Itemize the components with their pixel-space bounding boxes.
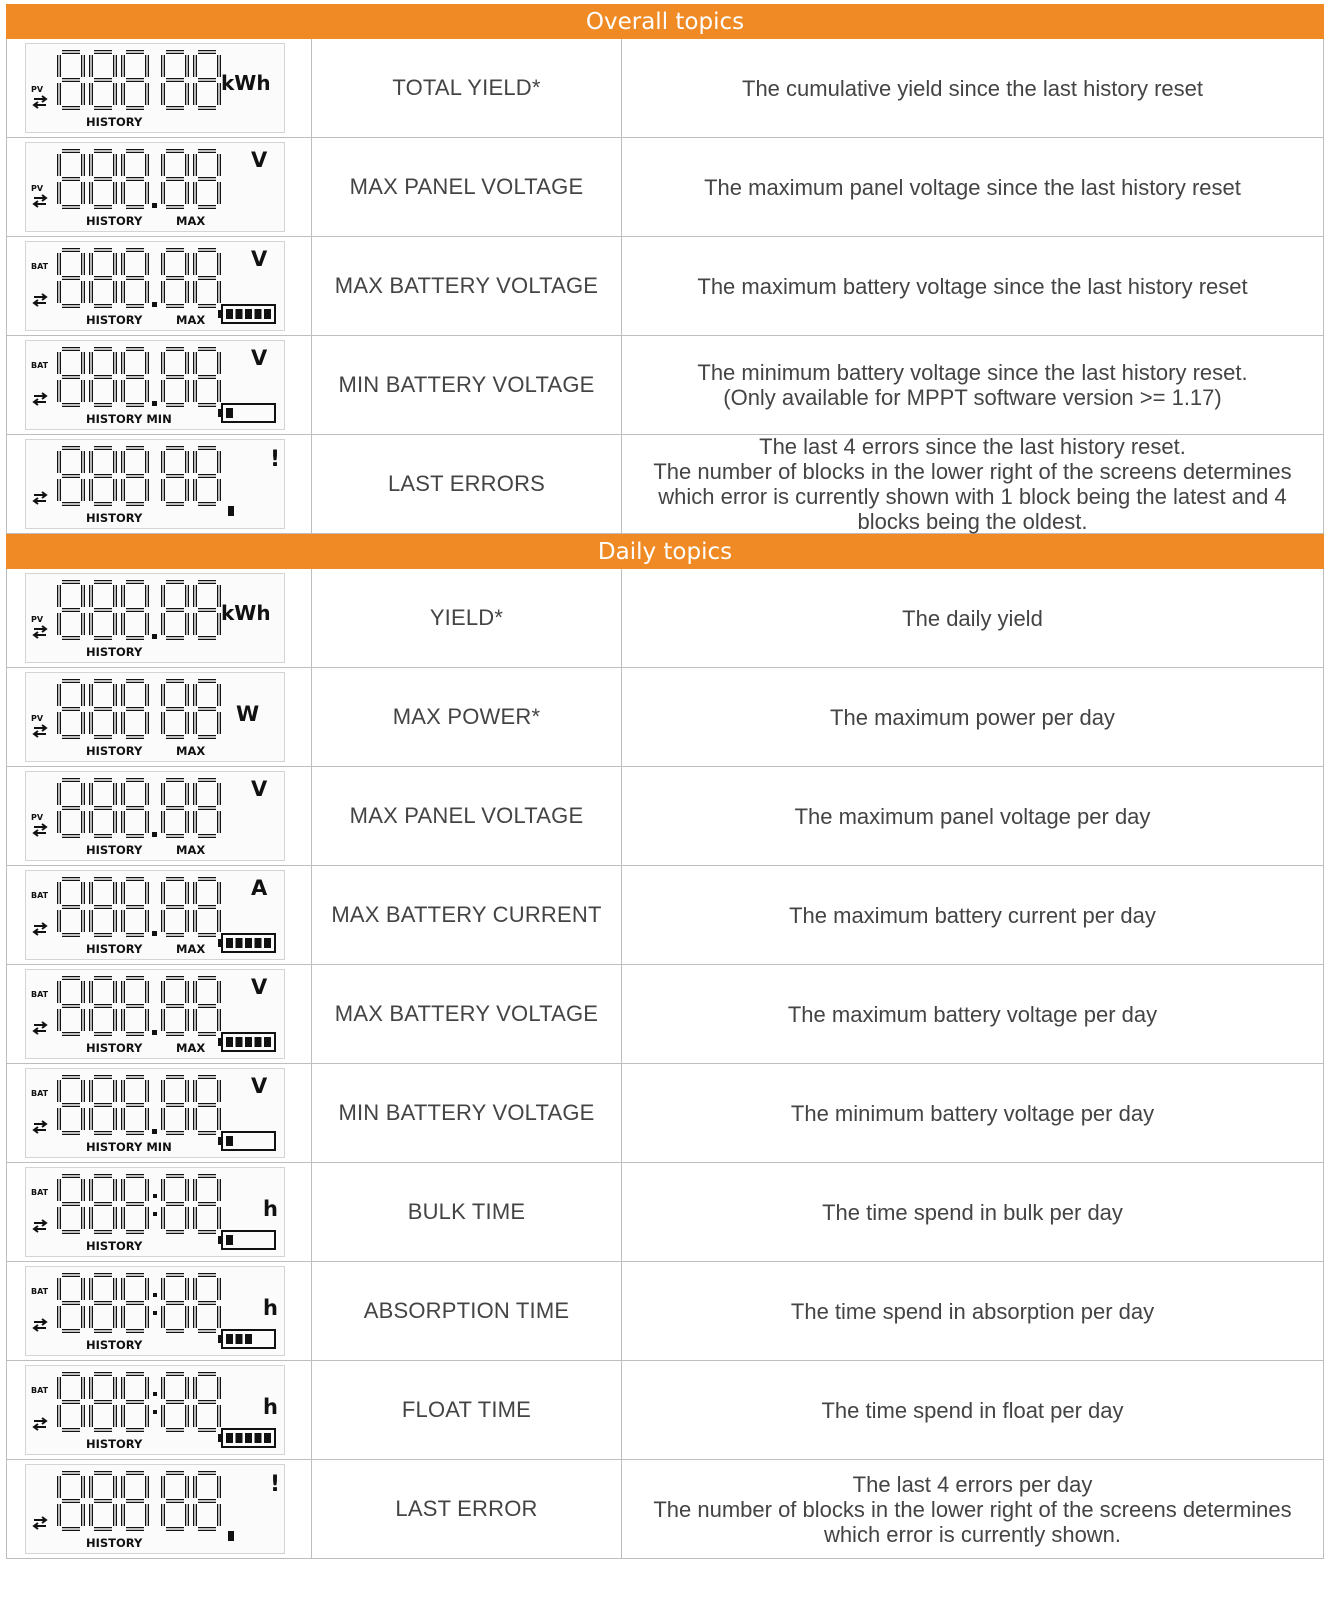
lcd-mode-label: HISTORY [86,942,143,956]
topic-description [622,866,1323,964]
transfer-arrows-icon [34,96,46,108]
table-row [6,1064,1324,1163]
description-line: blocks being the oldest. [857,509,1088,534]
lcd-mode-label: HISTORY [86,1536,143,1550]
lcd-display-icon [26,1465,284,1553]
transfer-arrows-icon [34,626,46,638]
lcd-unit-label: ! [270,1472,281,1497]
lcd-display-icon [26,574,284,662]
topic-description [622,1064,1323,1162]
description-line: The maximum panel voltage since the last history reset [704,174,1241,200]
battery-level-icon [218,1330,275,1348]
lcd-mode-label: HISTORY [86,1041,143,1055]
lcd-cell [7,336,312,434]
lcd-cell [7,1460,312,1558]
lcd-mode-label: MAX [176,843,206,857]
lcd-mode-label: MAX [176,313,206,327]
lcd-unit-label: V [251,346,268,370]
lcd-unit-label: V [251,777,268,801]
topic-description [622,39,1323,137]
lcd-cell [7,1163,312,1261]
description-line: The maximum battery voltage since the last history reset [697,273,1248,299]
lcd-source-label: BAT [31,1089,49,1098]
table-row [6,138,1324,237]
battery-level-icon [218,1231,275,1249]
transfer-arrows-icon [34,393,46,405]
transfer-arrows-icon [34,1121,46,1133]
battery-level-icon [218,404,275,422]
lcd-mode-label: HISTORY [86,645,143,659]
lcd-cell [7,1262,312,1360]
transfer-arrows-icon [34,1319,46,1331]
lcd-display-icon [26,440,284,528]
lcd-source-label: BAT [31,990,49,999]
lcd-mode-label: HISTORY [86,744,143,758]
description-line: The cumulative yield since the last history reset [742,75,1203,101]
lcd-unit-label: A [251,876,268,900]
lcd-display-icon [26,341,284,429]
lcd-screen [25,142,285,232]
lcd-source-label: BAT [31,1287,49,1296]
description-line: The last 4 errors since the last history reset. [759,434,1186,459]
table-row [6,39,1324,138]
lcd-cell [7,965,312,1063]
lcd-screen [25,771,285,861]
description-line: The daily yield [902,605,1043,631]
transfer-arrows-icon [34,1220,46,1232]
topic-name: MIN BATTERY VOLTAGE [312,336,622,434]
transfer-arrows-icon [34,195,46,207]
lcd-display-icon [26,143,284,231]
lcd-mode-label: MAX [176,744,206,758]
topic-name: MAX BATTERY VOLTAGE [312,237,622,335]
topic-name: ABSORPTION TIME [312,1262,622,1360]
lcd-unit-label: kWh [221,601,271,625]
transfer-arrows-icon [34,725,46,737]
section-header: Overall topics [6,4,1324,39]
lcd-cell [7,569,312,667]
lcd-screen [25,1266,285,1356]
lcd-display-icon [26,1168,284,1256]
topic-description [622,1262,1323,1360]
transfer-arrows-icon [34,824,46,836]
description-line: The maximum panel voltage per day [794,803,1151,829]
table-row [6,767,1324,866]
lcd-mode-label: MAX [176,214,206,228]
battery-level-icon [218,305,275,323]
description-line: which error is currently shown. [823,1521,1122,1547]
lcd-source-label: PV [31,85,44,94]
topic-name: MAX BATTERY VOLTAGE [312,965,622,1063]
description-line: which error is currently shown with 1 block being the latest and 4 [658,484,1287,509]
lcd-screen [25,1464,285,1554]
lcd-unit-label: V [251,1074,268,1098]
lcd-unit-label: V [251,975,268,999]
description-line: The minimum battery voltage since the last history reset. [697,360,1248,385]
lcd-display-icon [26,1069,284,1157]
lcd-unit-label: V [251,148,268,172]
lcd-cell [7,1064,312,1162]
lcd-unit-label: h [263,1197,278,1221]
lcd-cell [7,138,312,236]
lcd-display-icon [26,242,284,330]
topic-name: MAX BATTERY CURRENT [312,866,622,964]
table-row [6,569,1324,668]
topic-name: MAX PANEL VOLTAGE [312,138,622,236]
topic-description [622,237,1323,335]
topic-description [622,965,1323,1063]
lcd-source-label: PV [31,714,44,723]
lcd-screen [25,672,285,762]
lcd-screen [25,241,285,331]
transfer-arrows-icon [34,1517,46,1529]
topic-name: LAST ERROR [312,1460,622,1558]
battery-level-icon [218,1132,275,1150]
description-line: The time spend in absorption per day [790,1298,1155,1324]
lcd-screen [25,1167,285,1257]
topic-description [622,1460,1323,1558]
topic-description [622,435,1323,533]
lcd-source-label: BAT [31,1386,49,1395]
transfer-arrows-icon [34,1022,46,1034]
table-row [6,668,1324,767]
lcd-display-icon [26,44,284,132]
topic-name: FLOAT TIME [312,1361,622,1459]
description-line: The number of blocks in the lower right of the screens determines [653,1496,1292,1522]
lcd-source-label: BAT [31,891,49,900]
topic-name: MIN BATTERY VOLTAGE [312,1064,622,1162]
lcd-source-label: PV [31,813,44,822]
lcd-mode-label: HISTORY [86,115,143,129]
lcd-display-icon [26,1267,284,1355]
section-header: Daily topics [6,534,1324,569]
topic-description [622,1361,1323,1459]
table-row [6,965,1324,1064]
lcd-cell [7,39,312,137]
lcd-source-label: BAT [31,1188,49,1197]
table-row [6,1361,1324,1460]
topic-name: BULK TIME [312,1163,622,1261]
lcd-source-label: BAT [31,361,49,370]
lcd-source-label: PV [31,615,44,624]
lcd-mode-label: MAX [176,1041,206,1055]
lcd-display-icon [26,970,284,1058]
description-line: The minimum battery voltage per day [790,1100,1155,1126]
topic-name: MAX POWER* [312,668,622,766]
battery-level-icon [218,934,275,952]
lcd-display-icon [26,673,284,761]
transfer-arrows-icon [34,492,46,504]
topic-name: TOTAL YIELD* [312,39,622,137]
lcd-mode-label: HISTORY [86,843,143,857]
topic-description [622,668,1323,766]
description-line: The maximum power per day [830,704,1115,730]
table-row [6,1262,1324,1361]
lcd-display-icon [26,871,284,959]
lcd-mode-label: MAX [176,942,206,956]
lcd-mode-label: HISTORY [86,1437,143,1451]
lcd-display-icon [26,772,284,860]
lcd-unit-label: V [251,247,268,271]
lcd-unit-label: h [263,1395,278,1419]
topic-name: MAX PANEL VOLTAGE [312,767,622,865]
lcd-mode-label: HISTORY MIN [86,412,172,426]
topic-description [622,767,1323,865]
lcd-screen [25,1068,285,1158]
description-line: The number of blocks in the lower right of the screens determines [653,459,1292,484]
lcd-screen [25,573,285,663]
topic-name: LAST ERRORS [312,435,622,533]
lcd-unit-label: W [236,702,260,726]
description-line: The maximum battery voltage per day [787,1001,1158,1027]
lcd-screen [25,43,285,133]
lcd-mode-label: HISTORY [86,1338,143,1352]
lcd-screen [25,340,285,430]
lcd-unit-label: kWh [221,71,271,95]
topic-description [622,138,1323,236]
lcd-unit-label: h [263,1296,278,1320]
topic-description [622,1163,1323,1261]
lcd-cell [7,767,312,865]
lcd-mode-label: HISTORY [86,313,143,327]
error-index-block-icon [228,506,234,516]
lcd-screen [25,439,285,529]
transfer-arrows-icon [34,294,46,306]
lcd-display-icon [26,1366,284,1454]
transfer-arrows-icon [34,923,46,935]
topic-description [622,569,1323,667]
lcd-mode-label: HISTORY [86,1239,143,1253]
lcd-mode-label: HISTORY [86,214,143,228]
lcd-cell [7,668,312,766]
description-line: The maximum battery current per day [789,902,1156,928]
battery-level-icon [218,1429,275,1447]
table-row [6,237,1324,336]
topic-description [622,336,1323,434]
lcd-cell [7,237,312,335]
lcd-cell [7,866,312,964]
lcd-cell [7,1361,312,1459]
lcd-mode-label: HISTORY [86,511,143,525]
lcd-screen [25,870,285,960]
table-row [6,1163,1324,1262]
lcd-screen [25,969,285,1059]
table-row [6,336,1324,435]
error-index-block-icon [228,1531,234,1541]
description-line: The last 4 errors per day [852,1471,1093,1497]
transfer-arrows-icon [34,1418,46,1430]
history-topics-table [6,4,1324,1559]
description-line: The time spend in float per day [821,1397,1124,1423]
battery-level-icon [218,1033,275,1051]
topic-name: YIELD* [312,569,622,667]
table-row [6,1460,1324,1559]
lcd-cell [7,435,312,533]
description-line: (Only available for MPPT software version >= 1.17) [723,385,1222,410]
description-line: The time spend in bulk per day [822,1199,1123,1225]
table-row [6,435,1324,534]
lcd-mode-label: HISTORY MIN [86,1140,172,1154]
lcd-unit-label: ! [270,447,281,472]
table-row [6,866,1324,965]
lcd-source-label: PV [31,184,44,193]
lcd-screen [25,1365,285,1455]
lcd-source-label: BAT [31,262,49,271]
